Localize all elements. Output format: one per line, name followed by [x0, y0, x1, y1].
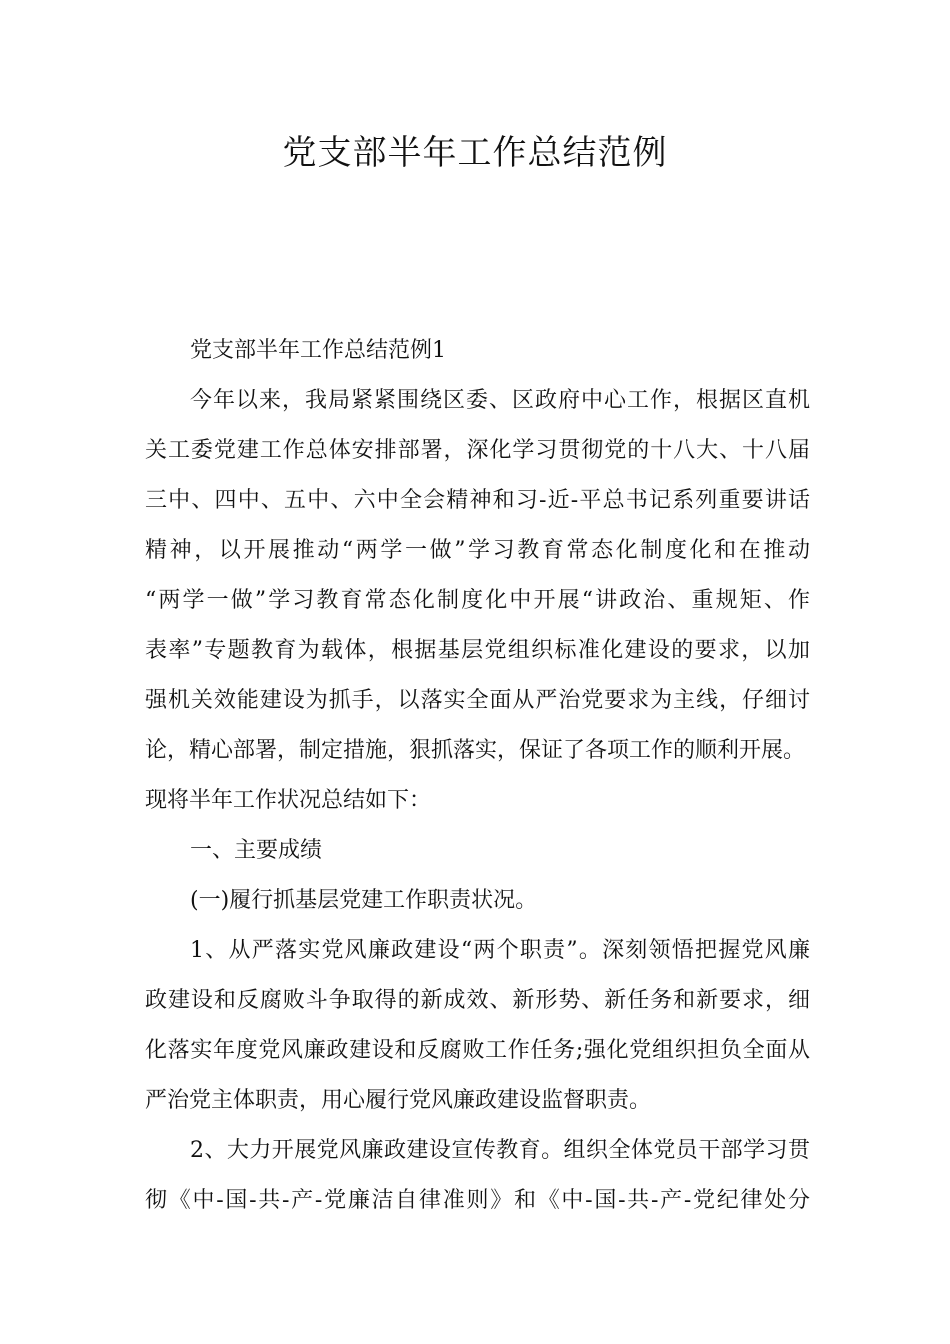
subsection-heading: (一)履行抓基层党建工作职责状况。: [190, 888, 538, 913]
paragraph-line: 论，精心部署，制定措施，狠抓落实，保证了各项工作的顺利开展。: [145, 738, 806, 763]
paragraph-line: 政建设和反腐败斗争取得的新成效、新形势、新任务和新要求，细: [145, 988, 810, 1013]
paragraph-line: 关工委党建工作总体安排部署，深化学习贯彻党的十八大、十八届: [145, 438, 810, 463]
section-heading: 一、主要成绩: [190, 838, 323, 863]
paragraph-line: 化落实年度党风廉政建设和反腐败工作任务;强化党组织担负全面从: [145, 1038, 810, 1063]
paragraph-line: 2、大力开展党风廉政建设宣传教育。组织全体党员干部学习贯: [190, 1138, 810, 1163]
paragraph-line: “两学一做”学习教育常态化制度化中开展“讲政治、重规矩、作: [145, 588, 810, 613]
section-subtitle: 党支部半年工作总结范例1: [190, 338, 446, 363]
paragraph-line: 现将半年工作状况总结如下：: [145, 788, 432, 813]
paragraph-line: 三中、四中、五中、六中全会精神和习-近-平总书记系列重要讲话: [145, 488, 810, 513]
paragraph-line: 彻《中-国-共-产-党廉洁自律准则》和《中-国-共-产-党纪律处分: [145, 1188, 810, 1213]
paragraph-line: 精神，以开展推动“两学一做”学习教育常态化制度化和在推动: [145, 538, 810, 563]
paragraph-line: 强机关效能建设为抓手，以落实全面从严治党要求为主线，仔细讨: [145, 688, 810, 713]
paragraph-line: 今年以来，我局紧紧围绕区委、区政府中心工作，根据区直机: [190, 388, 810, 413]
document-title: 党支部半年工作总结范例: [282, 133, 668, 173]
paragraph-line: 严治党主体职责，用心履行党风廉政建设监督职责。: [145, 1088, 652, 1113]
paragraph-line: 表率”专题教育为载体，根据基层党组织标准化建设的要求，以加: [145, 638, 810, 663]
paragraph-line: 1、从严落实党风廉政建设“两个职责”。深刻领悟把握党风廉: [190, 938, 810, 963]
